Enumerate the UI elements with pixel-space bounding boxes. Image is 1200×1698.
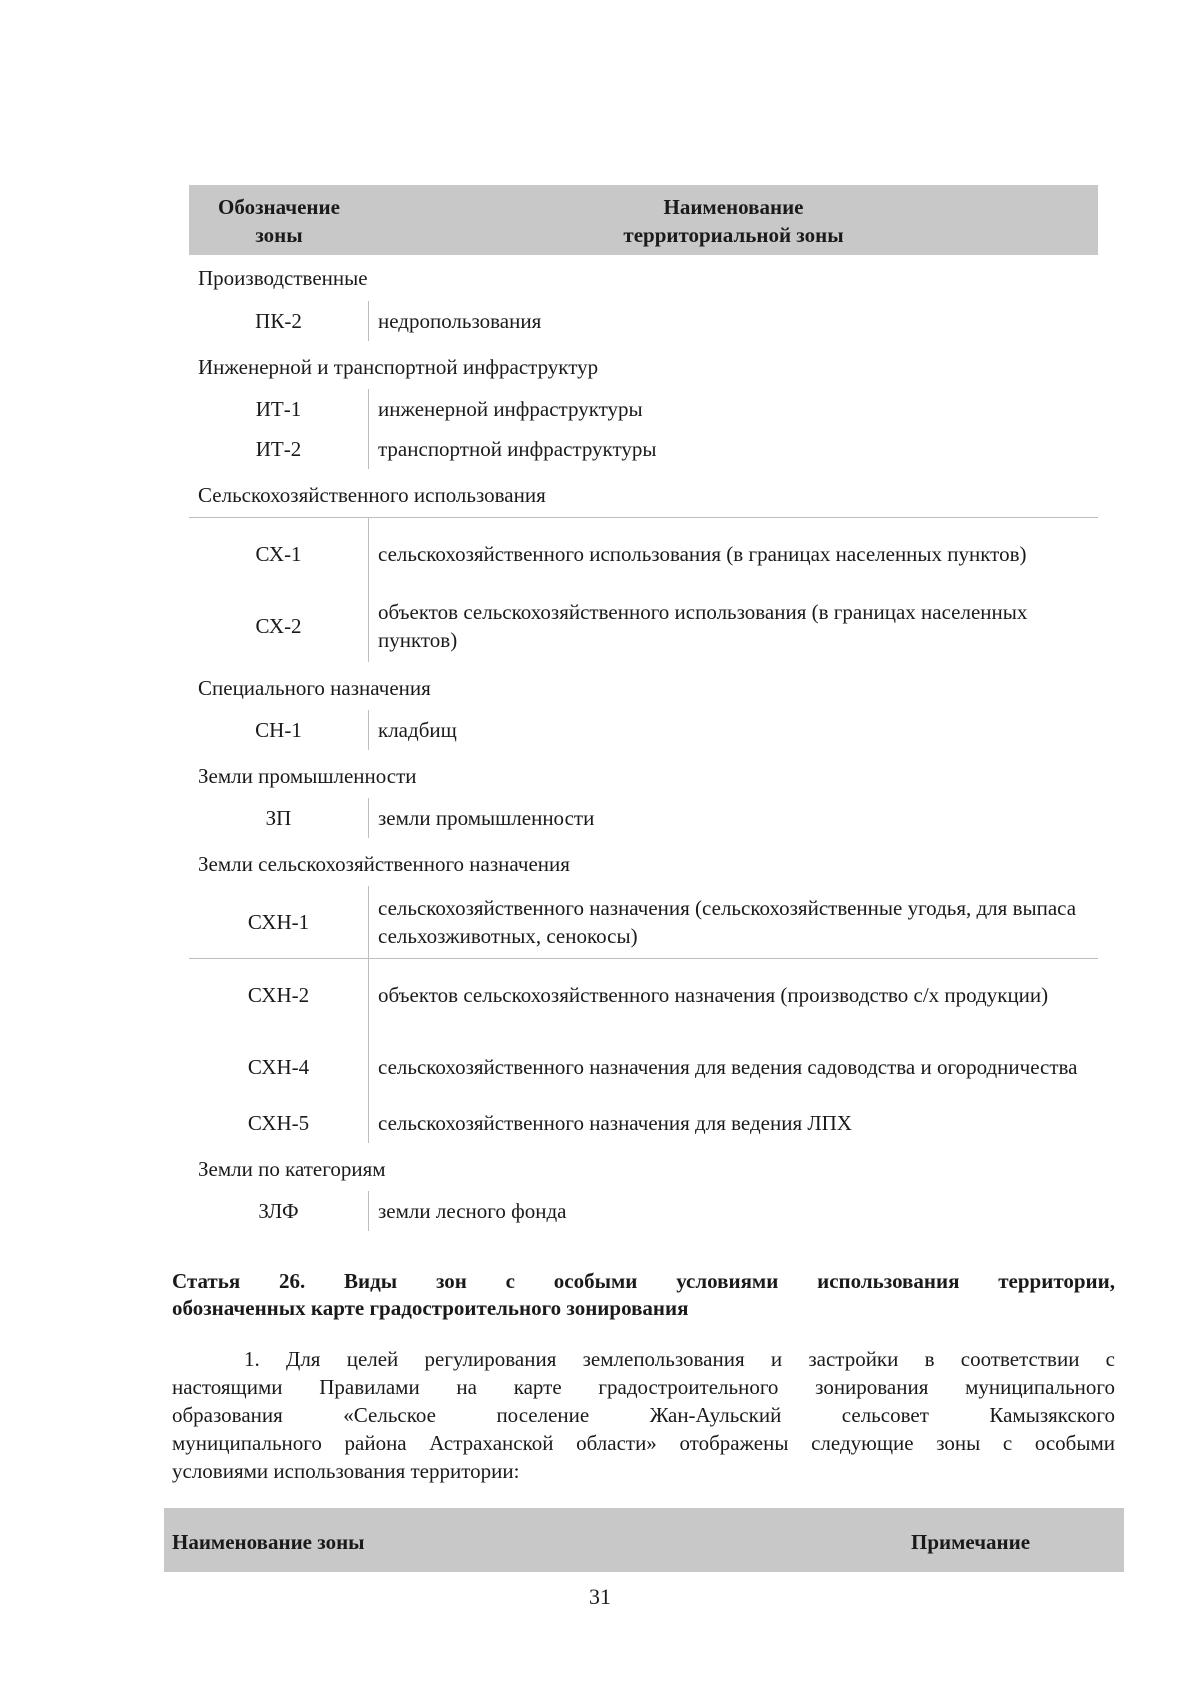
table-row: [189, 886, 1098, 958]
zone-name: сельскохозяйственного назначения (сельскохозяйственные угодья, для выпаса сельхозживотных, сенокосы): [368, 886, 1098, 958]
zone-name: объектов сельскохозяйственного назначения (производство с/х продукции): [368, 959, 1098, 1031]
zone-code: ИТ-1: [255, 396, 302, 421]
table-row: [189, 590, 1098, 662]
table-row: [189, 1031, 1098, 1103]
zone-name: земли лесного фонда: [368, 1191, 1098, 1231]
zone-code: СХН-2: [247, 982, 310, 1007]
zone-code: СН-1: [255, 717, 302, 742]
table-row: [189, 1103, 1098, 1143]
paragraph-line: образования «Сельское поселение Жан-Аульский сельсовет Камызякского: [172, 1403, 1115, 1427]
table-row: [189, 517, 1098, 590]
header-name-line2: территориальной зоны: [623, 223, 844, 247]
header-code-line2: зоны: [255, 223, 303, 247]
table-row: [189, 1191, 1098, 1231]
table-row: [189, 301, 1098, 341]
group-title: Специального назначения: [198, 676, 431, 700]
zone-code: ПК-2: [255, 308, 302, 333]
table-row: [189, 710, 1098, 750]
column-zone-name: Наименование зоны: [172, 1530, 365, 1554]
table-row: [189, 389, 1098, 429]
table-header: [189, 185, 1098, 255]
article-paragraph: [172, 1345, 1115, 1485]
zone-name: объектов сельскохозяйственного использования (в границах населенных пунктов): [368, 590, 1098, 662]
zone-name: транспортной инфраструктуры: [368, 429, 1098, 469]
zone-code: СХ-1: [255, 541, 302, 566]
column-note: Примечание: [911, 1530, 1031, 1554]
table-row: [189, 798, 1098, 838]
zone-name: сельскохозяйственного использования (в границах населенных пунктов): [368, 518, 1098, 590]
table-row: [189, 958, 1098, 1031]
zone-code: СХ-2: [255, 613, 302, 638]
zone-name: сельскохозяйственного назначения для ведения ЛПХ: [368, 1103, 1098, 1143]
zone-name: земли промышленности: [368, 798, 1098, 838]
zone-name: кладбищ: [368, 710, 1098, 750]
group-title: Земли промышленности: [198, 764, 417, 788]
group-title: Производственные: [198, 266, 368, 290]
article-heading-line2: обозначенных карте градостроительного зонирования: [172, 1296, 689, 1320]
zone-code: ЗП: [265, 805, 292, 830]
header-name-line1: Наименование: [663, 195, 804, 219]
zones-table: [189, 185, 1098, 1231]
header-code-line1: Обозначение: [218, 195, 340, 219]
paragraph-line: настоящими Правилами на карте градостроительного зонирования муниципального: [172, 1375, 1115, 1399]
special-zones-table-header: [164, 1508, 1124, 1572]
group-title: Земли по категориям: [198, 1157, 386, 1181]
page-number: 31: [589, 1584, 611, 1609]
zone-code: СХН-1: [247, 909, 310, 934]
paragraph-line: 1. Для целей регулирования землепользования и застройки в соответствии с: [244, 1347, 1115, 1371]
table-row: [189, 429, 1098, 469]
paragraph-line: условиями использования территории:: [172, 1459, 520, 1483]
zone-code: ИТ-2: [255, 436, 302, 461]
zone-name: сельскохозяйственного назначения для ведения садоводства и огородничества: [368, 1031, 1098, 1103]
header-code: [189, 193, 369, 249]
article-heading: [172, 1268, 1115, 1322]
zone-name: инженерной инфраструктуры: [368, 389, 1098, 429]
zone-code: СХН-5: [247, 1110, 310, 1135]
group-title: Земли сельскохозяйственного назначения: [198, 852, 570, 876]
header-name: [369, 193, 1098, 249]
zone-code: СХН-4: [247, 1054, 310, 1079]
group-title: Инженерной и транспортной инфраструктур: [198, 355, 599, 379]
paragraph-line: муниципального района Астраханской области» отображены следующие зоны с особыми: [172, 1431, 1115, 1455]
group-title: Сельскохозяйственного использования: [198, 483, 546, 507]
zone-code: ЗЛФ: [258, 1198, 299, 1223]
zone-name: недропользования: [368, 301, 1098, 341]
article-heading-line1: Статья 26. Виды зон с особыми условиями использования территории,: [172, 1269, 1115, 1293]
